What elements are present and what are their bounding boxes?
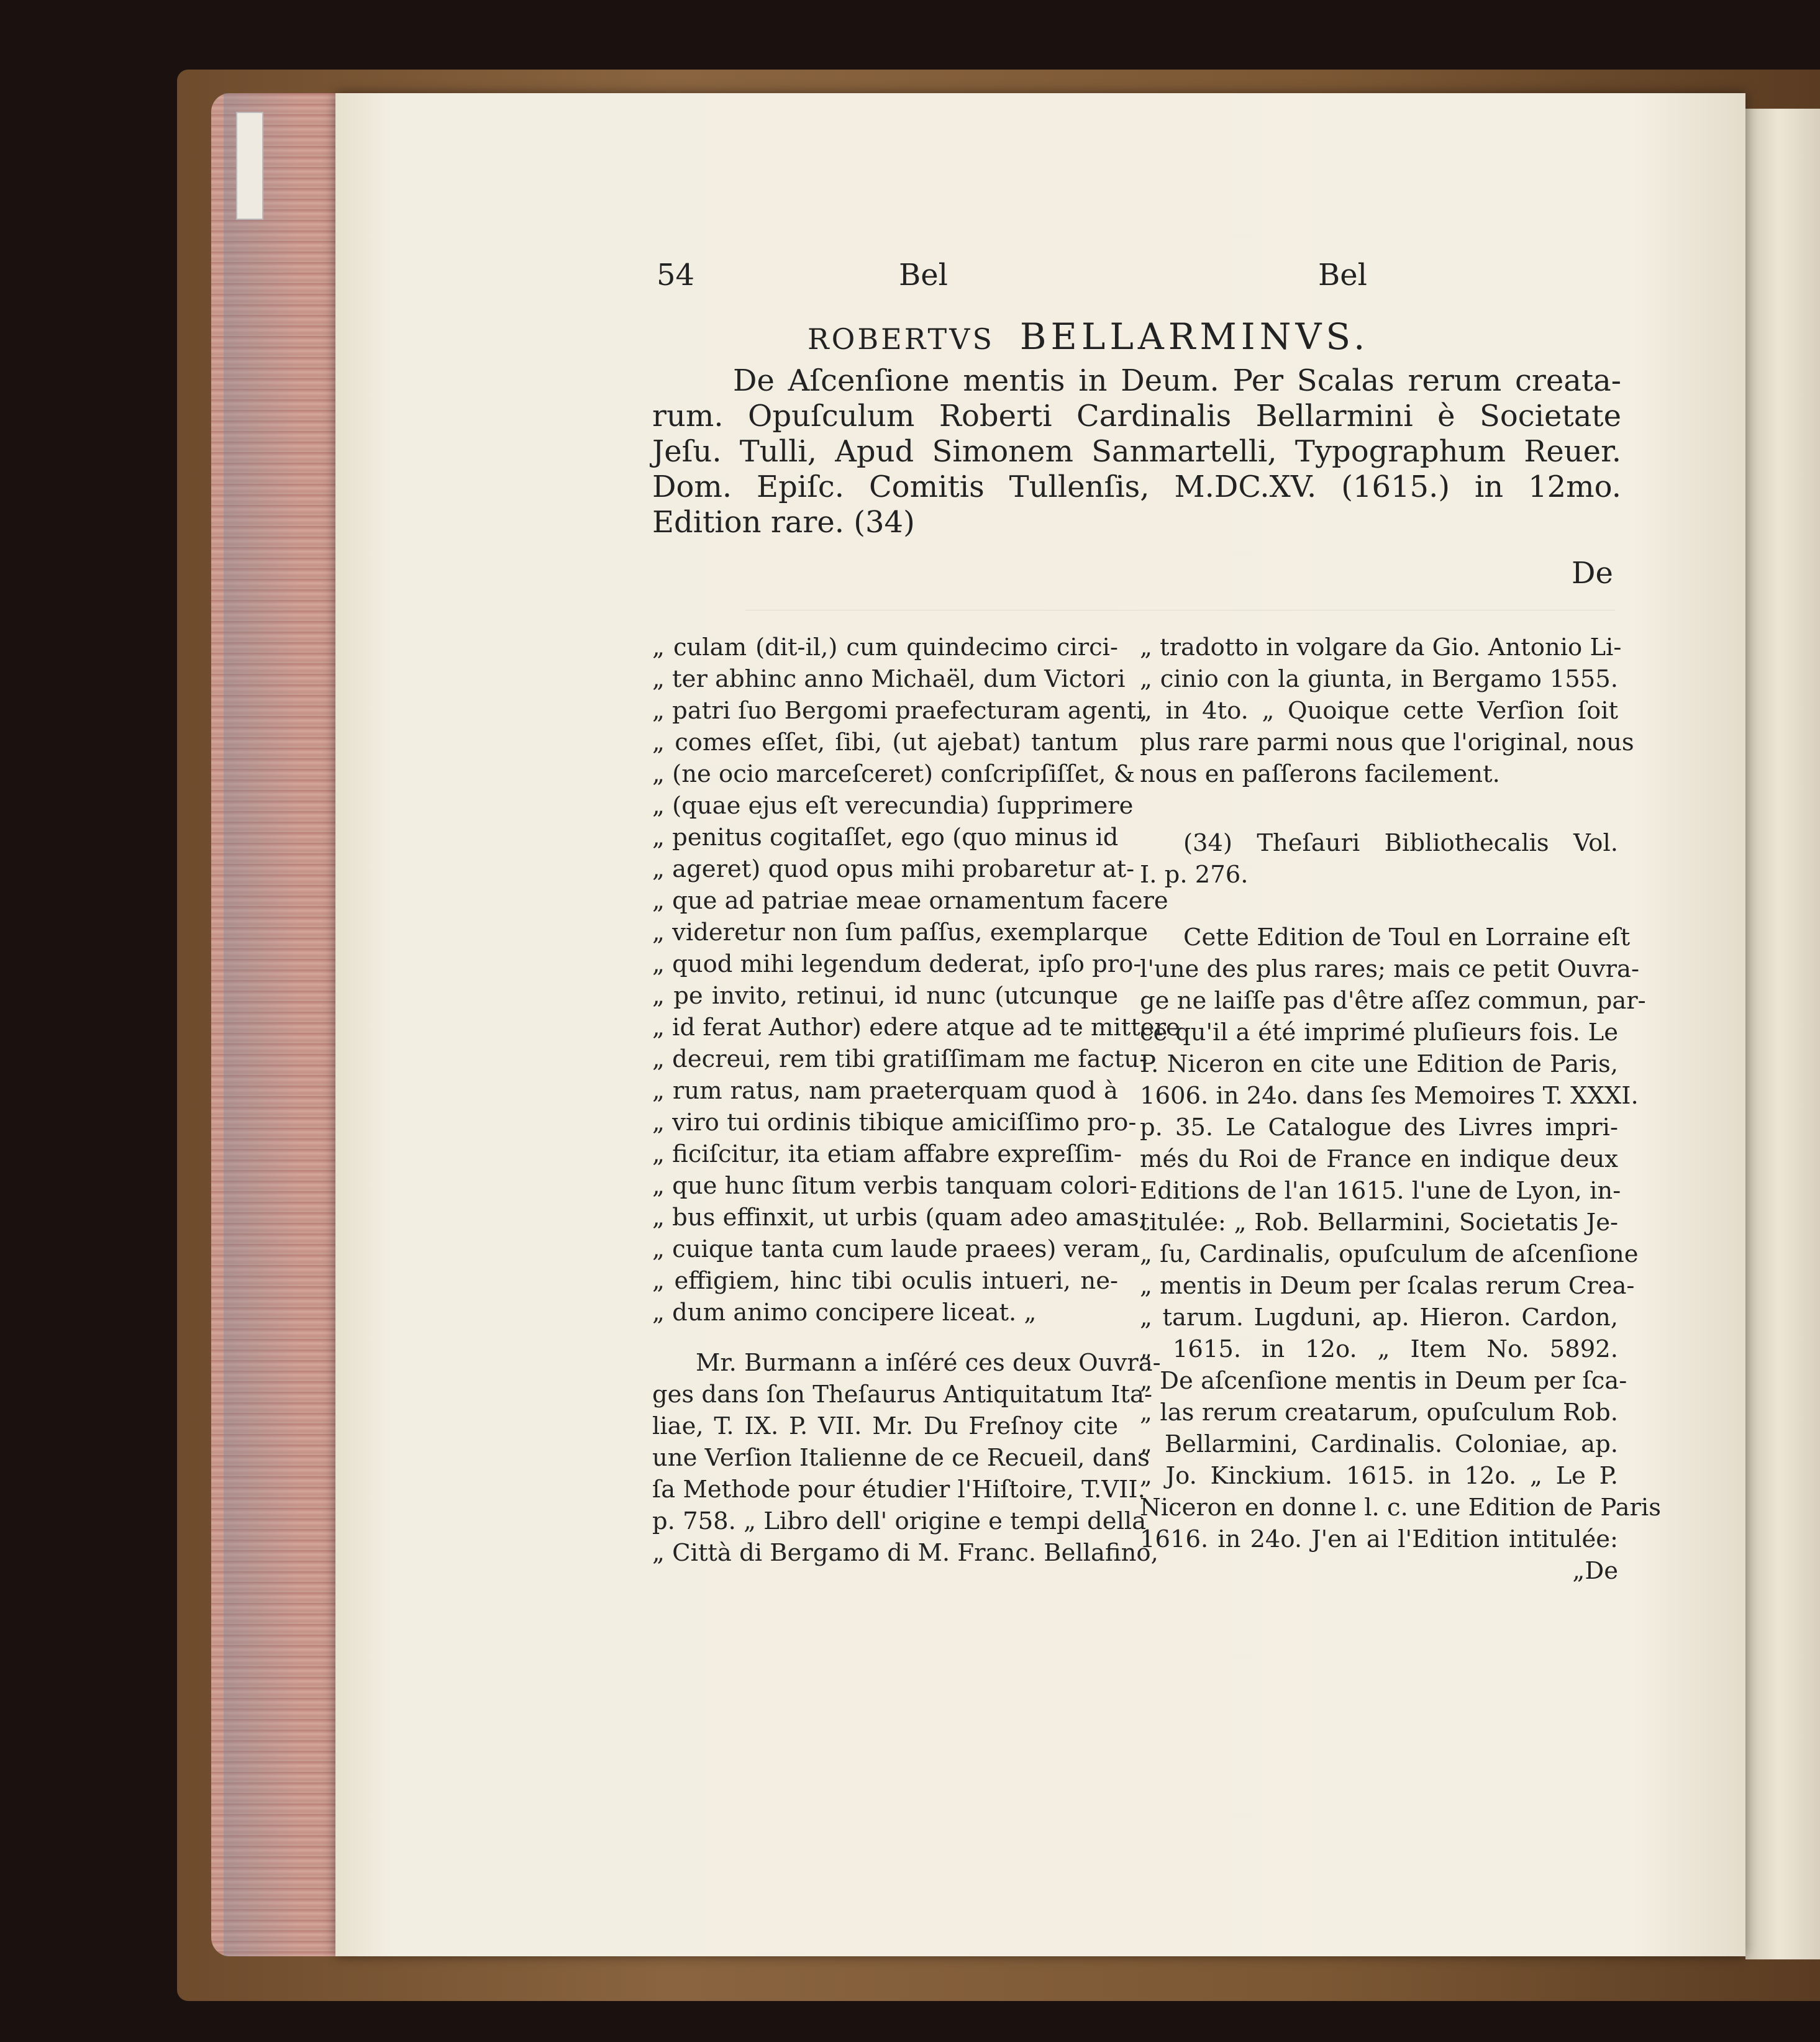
para-line: Mr. Burmann a inſéré ces deux Ouvra- — [696, 1349, 1161, 1377]
cont-line: „ cinio con la giunta, in Bergamo 1555. — [1140, 665, 1618, 693]
para-line: titulée: „ Rob. Bellarmini, Societatis Je- — [1140, 1209, 1618, 1237]
quote-line: „ ficiſcitur, ita etiam affabre expreſſim- — [652, 1140, 1122, 1168]
cont-line: nous en paſſerons facilement. — [1140, 760, 1500, 788]
title-line: Edition rare. (34) — [652, 505, 915, 540]
quote-line: „ dum animo concipere liceat. „ — [652, 1299, 1037, 1327]
author-surname: BELLARMINVS. — [1019, 315, 1370, 358]
para-line: Niceron en donne l. c. une Edition de Paris — [1140, 1494, 1661, 1522]
quote-line: „ id ferat Author) edere atque ad te mittere — [652, 1014, 1180, 1041]
running-head-left: Bel — [899, 258, 949, 293]
title-line: Dom. Epiſc. Comitis Tullenſis, M.DC.XV. (1615.) in 12mo. — [652, 470, 1621, 504]
para-line: ge ne laiſſe pas d'être aſſez commun, par- — [1140, 987, 1646, 1015]
quote-line: „ videretur non ſum paſſus, exemplarque — [652, 919, 1149, 946]
para-line: „ las rerum creatarum, opuſculum Rob. — [1140, 1399, 1618, 1427]
cont-line: „ in 4to. „ Quoique cette Verſion ſoit — [1140, 697, 1618, 725]
quote-line: „ patri ſuo Bergomi praefecturam agenti — [652, 697, 1144, 725]
facing-page-edge — [1745, 109, 1820, 1959]
left-column — [652, 632, 1180, 1569]
para-line: Editions de l'an 1615. l'une de Lyon, in- — [1140, 1177, 1621, 1205]
para-line: ce qu'il a été imprimé pluſieurs fois. Le — [1140, 1019, 1618, 1046]
quote-line: „ decreui, rem tibi gratiſſimam me factu- — [652, 1045, 1148, 1073]
para-line: l'une des plus rares; mais ce petit Ouvra- — [1140, 955, 1639, 983]
para-line: 1606. in 24o. dans ſes Memoires T. XXXI. — [1140, 1082, 1639, 1110]
quote-line: „ que hunc ſitum verbis tanquam colori- — [652, 1172, 1137, 1200]
title-line: Jeſu. Tulli, Apud Simonem Sanmartelli, Typographum Reuer. — [652, 434, 1621, 469]
para-line: p. 35. Le Catalogue des Livres impri- — [1140, 1114, 1618, 1141]
para-line: ges dans ſon Theſaurus Antiquitatum Ita- — [652, 1381, 1152, 1409]
quote-line: „ ter abhinc anno Michaël, dum Victori — [652, 665, 1126, 693]
page-number: 54 — [657, 258, 695, 293]
catchword-bottom: „De — [1572, 1557, 1618, 1585]
para-line: liae, T. IX. P. VII. Mr. Du Freſnoy cite — [652, 1412, 1118, 1440]
catchword-top: De — [1572, 556, 1613, 591]
bookmark-strip — [236, 112, 263, 220]
author-forename: ROBERTVS — [808, 322, 994, 356]
para-line: „ tarum. Lugduni, ap. Hieron. Cardon, — [1140, 1304, 1618, 1332]
para-line: més du Roi de France en indique deux — [1140, 1145, 1618, 1173]
para-line: 1616. in 24o. J'en ai l'Edition intitulée: — [1140, 1525, 1618, 1553]
entry-title — [652, 363, 1621, 540]
entry-author — [808, 315, 1369, 358]
title-line: De Aſcenſione mentis in Deum. Per Scalas rerum creata- — [733, 363, 1621, 398]
para-line: une Verſion Italienne de ce Recueil, dans — [652, 1444, 1150, 1472]
title-line: rum. Opuſculum Roberti Cardinalis Bellarmini è Societate — [652, 399, 1621, 433]
para-line: „ Città di Bergamo di M. Franc. Bellafino, — [652, 1539, 1158, 1567]
para-line: „ Bellarmini, Cardinalis. Coloniae, ap. — [1140, 1430, 1618, 1458]
quote-line: „ penitus cogitaſſet, ego (quo minus id — [652, 824, 1119, 851]
para-line: „ mentis in Deum per ſcalas rerum Crea- — [1140, 1272, 1635, 1300]
page-edges-shade — [224, 93, 348, 1956]
footnote-line: (34) Theſauri Bibliothecalis Vol. — [1183, 829, 1618, 857]
quote-line: „ bus effinxit, ut urbis (quam adeo amas, — [652, 1204, 1147, 1232]
para-line: „ Jo. Kinckium. 1615. in 12o. „ Le P. — [1140, 1462, 1618, 1490]
cont-line: plus rare parmi nous que l'original, nous — [1140, 728, 1634, 756]
quote-line: „ cuique tanta cum laude praees) veram — [652, 1235, 1140, 1263]
quote-line: „ comes eſſet, ſibi, (ut ajebat) tantum — [652, 728, 1118, 756]
footnote-line: I. p. 276. — [1140, 861, 1249, 889]
quote-line: „ viro tui ordinis tibique amiciſſimo pro- — [652, 1109, 1137, 1137]
para-line: P. Niceron en cite une Edition de Paris, — [1140, 1050, 1618, 1078]
cont-line: „ tradotto in volgare da Gio. Antonio Li- — [1140, 633, 1622, 661]
quote-line: „ pe invito, retinui, id nunc (utcunque — [652, 982, 1118, 1010]
para-line: „ 1615. in 12o. „ Item No. 5892. — [1140, 1335, 1618, 1363]
quote-line: „ (quae ejus eſt verecundia) ſupprimere — [652, 792, 1134, 820]
quote-line: „ rum ratus, nam praeterquam quod à — [652, 1077, 1118, 1105]
para-line: „ ſu, Cardinalis, opuſculum de aſcenſione — [1140, 1240, 1639, 1268]
quote-line: „ que ad patriae meae ornamentum facere — [652, 887, 1168, 915]
para-line: ſa Methode pour étudier l'Hiſtoire, T.VII. — [652, 1476, 1145, 1504]
para-line: „ De aſcenſione mentis in Deum per ſca- — [1140, 1367, 1627, 1395]
quote-line: „ quod mihi legendum dederat, ipſo pro- — [652, 950, 1142, 978]
quote-line: „ ageret) quod opus mihi probaretur at- — [652, 855, 1135, 883]
para-line: Cette Edition de Toul en Lorraine eſt — [1183, 923, 1631, 951]
running-head-right: Bel — [1318, 258, 1368, 293]
quote-line: „ culam (dit-il,) cum quindecimo circi- — [652, 633, 1118, 661]
right-column — [1140, 632, 1661, 1587]
quote-line: „ (ne ocio marceſceret) conſcripſiſſet, & — [652, 760, 1135, 788]
quote-line: „ effigiem, hinc tibi oculis intueri, ne- — [652, 1267, 1118, 1295]
para-line: p. 758. „ Libro dell' origine e tempi della — [652, 1507, 1147, 1535]
